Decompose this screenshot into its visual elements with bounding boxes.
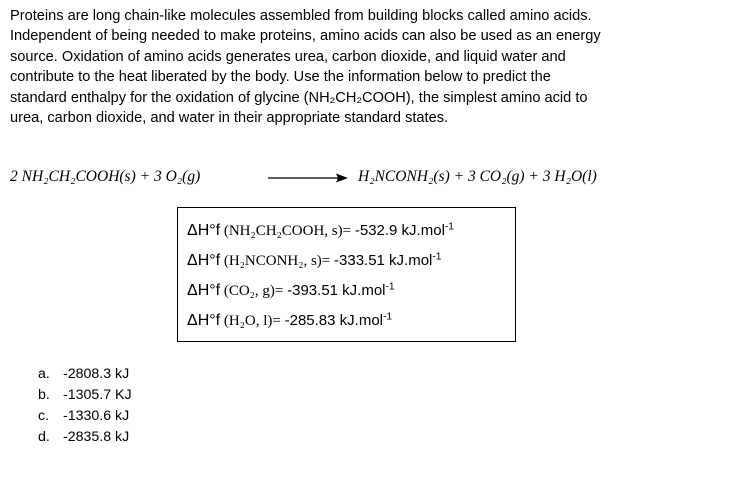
enthalpy-row bbox=[187, 282, 395, 300]
enthalpy-row bbox=[187, 312, 392, 330]
delta-h-symbol: ΔH°f bbox=[187, 312, 221, 329]
unit-exponent: -1 bbox=[383, 311, 393, 323]
species-label: (H₂O, l)= bbox=[223, 313, 281, 329]
enthalpy-value: -333.51 kJ.mol bbox=[334, 252, 433, 269]
enthalpy-value: -532.9 kJ.mol bbox=[354, 222, 445, 239]
reaction-arrow-icon bbox=[268, 171, 348, 185]
option-b[interactable] bbox=[38, 385, 132, 406]
option-letter: c. bbox=[38, 408, 50, 424]
option-letter: a. bbox=[38, 366, 50, 382]
enthalpy-value: -393.51 kJ.mol bbox=[287, 282, 386, 299]
enthalpy-data-box bbox=[177, 207, 516, 342]
delta-h-symbol: ΔH°f bbox=[187, 222, 221, 239]
option-text: -2808.3 kJ bbox=[63, 366, 130, 382]
delta-h-symbol: ΔH°f bbox=[187, 282, 221, 299]
enthalpy-row bbox=[187, 252, 441, 270]
answer-options bbox=[38, 364, 132, 448]
option-c[interactable] bbox=[38, 406, 132, 427]
option-a[interactable] bbox=[38, 364, 132, 385]
enthalpy-row bbox=[187, 222, 454, 240]
equation-reactants: 2 NH₂CH₂COOH(s) + 3 O₂(g) bbox=[10, 168, 201, 185]
option-text: -1330.6 kJ bbox=[63, 408, 130, 424]
species-label: (NH₂CH₂COOH, s)= bbox=[223, 223, 352, 239]
option-letter: d. bbox=[38, 429, 50, 445]
unit-exponent: -1 bbox=[444, 221, 454, 233]
option-text: -2835.8 kJ bbox=[63, 429, 130, 445]
species-label: (CO₂, g)= bbox=[223, 283, 284, 299]
unit-exponent: -1 bbox=[385, 281, 395, 293]
option-d[interactable] bbox=[38, 427, 132, 448]
option-letter: b. bbox=[38, 387, 50, 403]
reaction-equation bbox=[0, 168, 743, 190]
unit-exponent: -1 bbox=[432, 251, 442, 263]
option-text: -1305.7 KJ bbox=[63, 387, 132, 403]
species-label: (H₂NCONH₂, s)= bbox=[223, 253, 331, 269]
enthalpy-value: -285.83 kJ.mol bbox=[284, 312, 383, 329]
equation-products: H₂NCONH₂(s) + 3 CO₂(g) + 3 H₂O(l) bbox=[358, 168, 597, 185]
question-paragraph: Proteins are long chain-like molecules assembled from building blocks called amino acids. Independent of being needed to make proteins, amino acids can also be used as an energy source. Oxidation of amino acids generates urea, carbon dioxide, and liquid water and contribute to the heat liberated by the body. Use the information below to predict the standard enthalpy for the oxidation of glycine (NH₂CH₂COOH), the simplest amino acid to urea, carbon dioxide, and water in their appropriate standard states. bbox=[10, 8, 601, 127]
delta-h-symbol: ΔH°f bbox=[187, 252, 221, 269]
